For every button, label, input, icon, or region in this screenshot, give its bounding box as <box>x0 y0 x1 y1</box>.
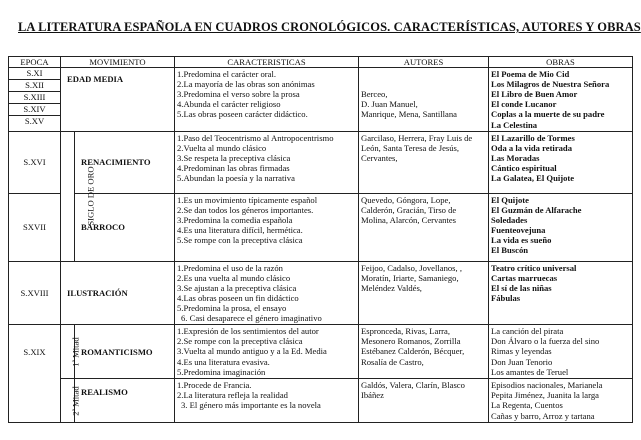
autores-renacimiento <box>359 131 489 193</box>
autores-realismo <box>359 379 489 423</box>
caracteristica-item: 1.Predomina el uso de la razón <box>177 262 283 273</box>
obra-item: Los amantes de Teruel <box>491 366 569 377</box>
autores-line: Quevedo, Góngora, Lope, <box>361 194 451 205</box>
obra-item: La vida es sueño <box>491 235 552 246</box>
epoca-romanticismo <box>9 325 61 423</box>
page-title: LA LITERATURA ESPAÑOLA EN CUADROS CRONOLÓGICOS. CARACTERÍSTICAS, AUTORES Y OBRAS <box>18 20 641 34</box>
movimiento-ilustracion: ILUSTRACIÓN <box>61 261 175 325</box>
obra-item: La Celestina <box>491 119 538 130</box>
epoca-ilustracion: S.XVIII <box>9 261 61 325</box>
caracteristica-item: 2.Se dan todos los géneros importantes. <box>177 204 314 215</box>
caracteristica-item: 2.Se rompe con la preceptiva clásica <box>177 336 303 347</box>
row-barroco <box>9 193 633 261</box>
autores-ilustracion <box>359 261 489 325</box>
obra-item: El sí de las niñas <box>491 282 552 293</box>
caracteristica-item: 3.Vuelta al mundo antiguo y a la Ed. Media <box>177 346 327 357</box>
obra-item: Coplas a la muerte de su padre <box>491 109 605 120</box>
obra-item: El Libro de Buen Amor <box>491 89 578 100</box>
obra-item: Soledades <box>491 214 528 225</box>
row-renacimiento <box>9 131 633 193</box>
autores-line: Galdós, Valera, Clarín, Blasco <box>361 380 465 391</box>
row-ilustracion <box>9 261 633 325</box>
header-caracteristicas: CARACTERISTICAS <box>175 57 359 68</box>
caracteristica-item: 5.Abundan la poesía y la narrativa <box>177 173 295 184</box>
row-romanticismo <box>9 325 633 379</box>
obras-realismo <box>489 379 633 423</box>
movimiento-romanticismo: ROMANTICISMO <box>75 325 175 379</box>
caracteristica-item: 2.Vuelta al mundo clásico <box>177 142 267 153</box>
caracteristica-item: 1.Procede de Francia. <box>177 380 252 391</box>
obra-item: Episodios nacionales, Marianela <box>491 380 603 391</box>
obra-item: Fuenteovejuna <box>491 224 546 235</box>
autores-line: Espronceda, Rivas, Larra, <box>361 326 451 337</box>
caracteristica-item: 1.Paso del Teocentrismo al Antropocentrismo <box>177 132 334 143</box>
autores-line: Molina, Alarcón, Cervantes <box>361 214 456 225</box>
caracteristicas-romanticismo <box>175 325 359 379</box>
autores-barroco <box>359 193 489 261</box>
movimiento-renacimiento: RENACIMIENTO <box>75 131 175 193</box>
header-epoca: EPOCA <box>9 57 61 68</box>
movimiento-edad-media: EDAD MEDIA <box>61 68 175 132</box>
autores-line: León, Santa Teresa de Jesús, <box>361 142 460 153</box>
autores-line: Estébanez Calderón, Bécquer, <box>361 346 465 357</box>
caracteristica-item: 4.Predominan las obras firmadas <box>177 162 290 173</box>
caracteristica-item: 2.La literatura refleja la realidad <box>177 390 288 401</box>
header-movimiento: MOVIMIENTO <box>61 57 175 68</box>
obras-ilustracion <box>489 261 633 325</box>
caracteristicas-realismo <box>175 379 359 423</box>
obra-item: La canción del pirata <box>491 326 564 337</box>
autores-line: Mesonero Romanos, Zorrilla <box>361 336 461 347</box>
caracteristica-item: 4.Es una literatura evasiva. <box>177 356 270 367</box>
obra-item: Pepita Jiménez, Juanita la larga <box>491 390 599 401</box>
obra-item: Las Moradas <box>491 152 540 163</box>
epoca-label: S.XV <box>24 116 45 127</box>
epoca-barroco: SXVII <box>9 193 61 261</box>
autores-line: Manrique, Mena, Santillana <box>361 109 457 120</box>
caracteristica-item: 4.Las obras poseen un fin didáctico <box>177 292 299 303</box>
epoca-label: S.XIX <box>23 347 46 358</box>
epoca-label: S.XII <box>9 80 60 92</box>
caracteristica-item: 3.Se ajustan a la preceptiva clásica <box>177 282 297 293</box>
caracteristica-item: 5.Se rompe con la preceptiva clásica <box>177 235 303 246</box>
caracteristicas-renacimiento <box>175 131 359 193</box>
caracteristicas-barroco <box>175 193 359 261</box>
movimiento-realismo: REALISMO <box>75 379 175 423</box>
caracteristica-item: 4.Es una literatura difícil, hermética. <box>177 224 303 235</box>
literature-table <box>8 56 633 423</box>
autores-line: Moratín, Iriarte, Samaniego, <box>361 272 459 283</box>
obra-item: El Quijote <box>491 194 529 205</box>
obra-item: Don Álvaro o la fuerza del sino <box>491 336 600 347</box>
autores-romanticismo <box>359 325 489 379</box>
caracteristica-item: 6. Casi desaparece el género imaginativo <box>181 313 322 324</box>
epoca-label: S.XI <box>9 68 60 80</box>
siglo-de-oro-text: SIGLO DE ORO <box>85 166 96 226</box>
caracteristica-item: 3.Predomina la comedia española <box>177 214 293 225</box>
epoca-label: S.XIV <box>9 104 60 116</box>
obra-item: Los Milagros de Nuestra Señora <box>491 79 610 90</box>
siglo-de-oro-label <box>61 131 96 261</box>
caracteristica-item: 5.Predomina la prosa, el ensayo <box>177 303 287 314</box>
obra-item: Teatro crítico universal <box>491 262 577 273</box>
autores-line: Cervantes, <box>361 152 398 163</box>
caracteristica-item: 3.Predomina el verso sobre la prosa <box>177 89 300 100</box>
caracteristica-item: 5.Las obras poseen carácter didáctico. <box>177 109 308 120</box>
obra-item: El Lazarillo de Tormes <box>491 132 575 143</box>
autores-line: Berceo, <box>361 89 388 100</box>
obra-item: Cartas marruecas <box>491 272 558 283</box>
caracteristicas-edad-media <box>175 68 359 132</box>
obra-item: La Galatea, El Quijote <box>491 173 575 184</box>
caracteristica-item: 4.Abunda el carácter religioso <box>177 99 281 110</box>
header-autores: AUTORES <box>359 57 489 68</box>
mitad-1-text: 1ª Mitad <box>70 337 81 367</box>
caracteristica-item: 3.Se respeta la preceptiva clásica <box>177 152 291 163</box>
caracteristica-item: 5.Predomina imaginación <box>177 366 266 377</box>
autores-line: Garcilaso, Herrera, Fray Luis de <box>361 132 473 143</box>
caracteristica-item: 2.La mayoría de las obras son anónimas <box>177 79 315 90</box>
obra-item: El conde Lucanor <box>491 99 557 110</box>
obra-item: El Buscón <box>491 245 529 256</box>
caracteristica-item: 2.Es una vuelta al mundo clásico <box>177 272 291 283</box>
epoca-renacimiento: S.XVI <box>9 131 61 193</box>
movimiento-barroco: BARROCO <box>75 193 175 261</box>
obra-item: El Guzmán de Alfarache <box>491 204 582 215</box>
epoca-cell-edad-media <box>9 68 61 132</box>
caracteristica-item: 3. El género más importante es la novela <box>181 400 321 411</box>
caracteristica-item: 1.Predomina el carácter oral. <box>177 69 277 80</box>
row-realismo <box>9 379 633 423</box>
mitad-2-label <box>61 379 81 423</box>
obras-renacimiento <box>489 131 633 193</box>
obra-item: La Regenta, Cuentos <box>491 400 563 411</box>
obra-item: Oda a la vida retirada <box>491 142 573 153</box>
row-edad-media <box>9 68 633 132</box>
obras-edad-media <box>489 68 633 132</box>
autores-line: Meléndez Valdés, <box>361 282 422 293</box>
header-row <box>9 57 633 68</box>
header-obras: OBRAS <box>489 57 633 68</box>
autores-line: Ibáñez <box>361 390 384 401</box>
mitad-1-label <box>61 325 81 379</box>
autores-line: Calderón, Gracián, Tirso de <box>361 204 457 215</box>
autores-line: Feijoo, Cadalso, Jovellanos, , <box>361 262 462 273</box>
obra-item: El Poema de Mio Cid <box>491 69 570 80</box>
obra-item: Rimas y leyendas <box>491 346 552 357</box>
caracteristica-item: 1.Es un movimiento típicamente español <box>177 194 318 205</box>
caracteristica-item: 1.Expresión de los sentimientos del autor <box>177 326 319 337</box>
autores-line: D. Juan Manuel, <box>361 99 418 110</box>
obras-barroco <box>489 193 633 261</box>
obra-item: Don Juan Tenorio <box>491 356 553 367</box>
obras-romanticismo <box>489 325 633 379</box>
autores-edad-media <box>359 68 489 132</box>
autores-line: Rosalía de Castro, <box>361 356 424 367</box>
obra-item: Cañas y barro, Arroz y tartana <box>491 410 595 421</box>
epoca-label: S.XIII <box>9 92 60 104</box>
caracteristicas-ilustracion <box>175 261 359 325</box>
obra-item: Cántico espiritual <box>491 162 557 173</box>
mitad-2-text: 2ª Mitad <box>70 386 81 416</box>
obra-item: Fábulas <box>491 292 521 303</box>
